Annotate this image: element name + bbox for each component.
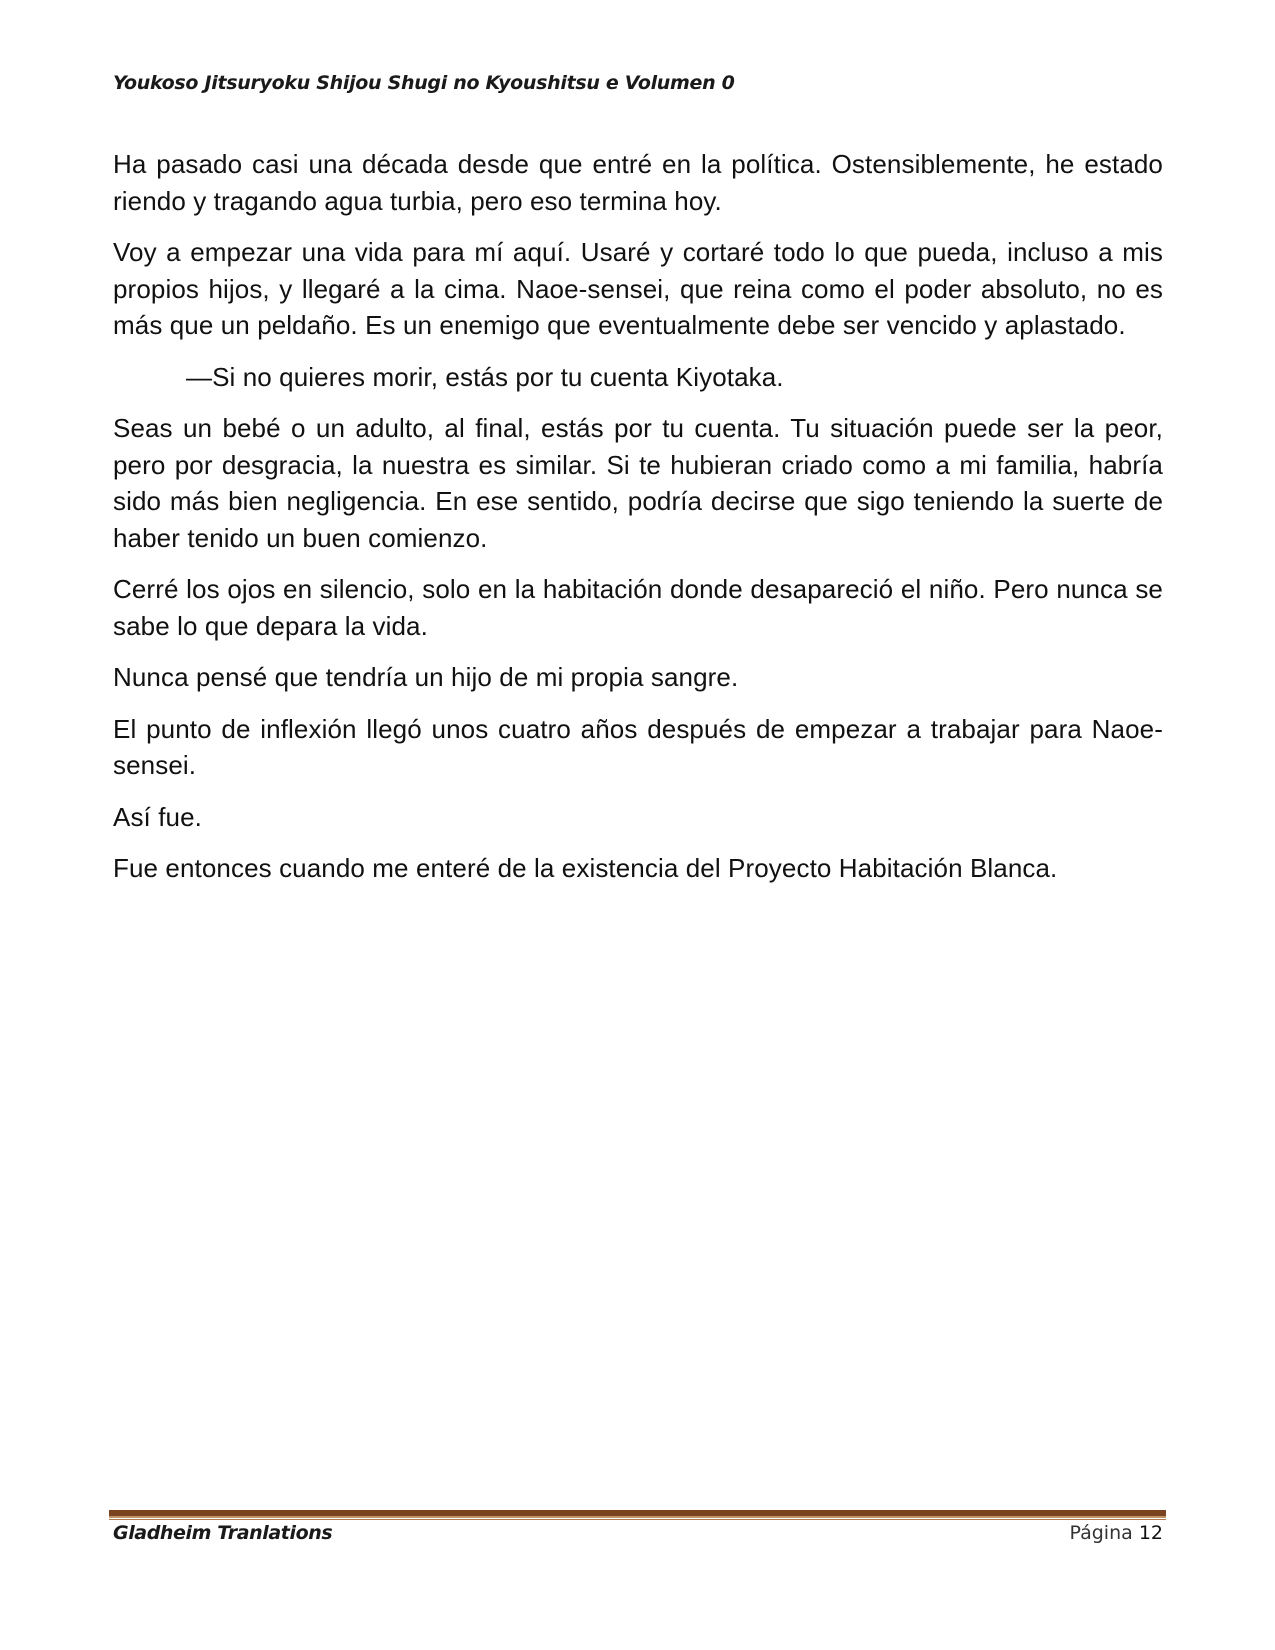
page-number-value: 12 xyxy=(1138,1522,1163,1544)
paragraph-2: Voy a empezar una vida para mí aquí. Usaré y cortaré todo lo que pueda, incluso a mis propios hijos, y llegaré a la cima. Naoe-sensei, que reina como el poder absoluto, no es más que un peldaño. Es un enemigo que eventualmente debe ser vencido y aplastado. xyxy=(113,237,1163,340)
dialogue-line: —Si no quieres morir, estás por tu cuenta Kiyotaka. xyxy=(186,361,784,392)
paragraph-7: El punto de inflexión llegó unos cuatro años después de empezar a trabajar para Naoe-sensei. xyxy=(113,713,1163,780)
page-number xyxy=(1069,1522,1163,1544)
body-text xyxy=(113,146,1163,902)
page-label: Página xyxy=(1069,1522,1133,1544)
paragraph-4: Seas un bebé o un adulto, al final, estás por tu cuenta. Tu situación puede ser la peor, pero por desgracia, la nuestra es similar. Si te hubieran criado como a mi familia, habría sido más bien negligencia. En ese sentido, podría decirse que sigo teniendo la suerte de haber tenido un buen comienzo. xyxy=(113,413,1163,553)
paragraph-8: Así fue. xyxy=(113,801,202,832)
footer-divider-thin xyxy=(109,1519,1166,1520)
paragraph-1: Ha pasado casi una década desde que entré en la política. Ostensiblemente, he estado riendo y tragando agua turbia, pero eso termina hoy. xyxy=(113,149,1163,216)
paragraph-6: Nunca pensé que tendría un hijo de mi propia sangre. xyxy=(113,662,739,692)
paragraph-5: Cerré los ojos en silencio, solo en la habitación donde desapareció el niño. Pero nunca se sabe lo que depara la vida. xyxy=(113,574,1163,641)
paragraph-9: Fue entonces cuando me enteré de la existencia del Proyecto Habitación Blanca. xyxy=(113,853,1058,883)
footer-divider xyxy=(109,1510,1166,1518)
footer-translator: Gladheim Tranlations xyxy=(113,1522,333,1544)
page-header-title: Youkoso Jitsuryoku Shijou Shugi no Kyoushitsu e Volumen 0 xyxy=(113,72,735,94)
